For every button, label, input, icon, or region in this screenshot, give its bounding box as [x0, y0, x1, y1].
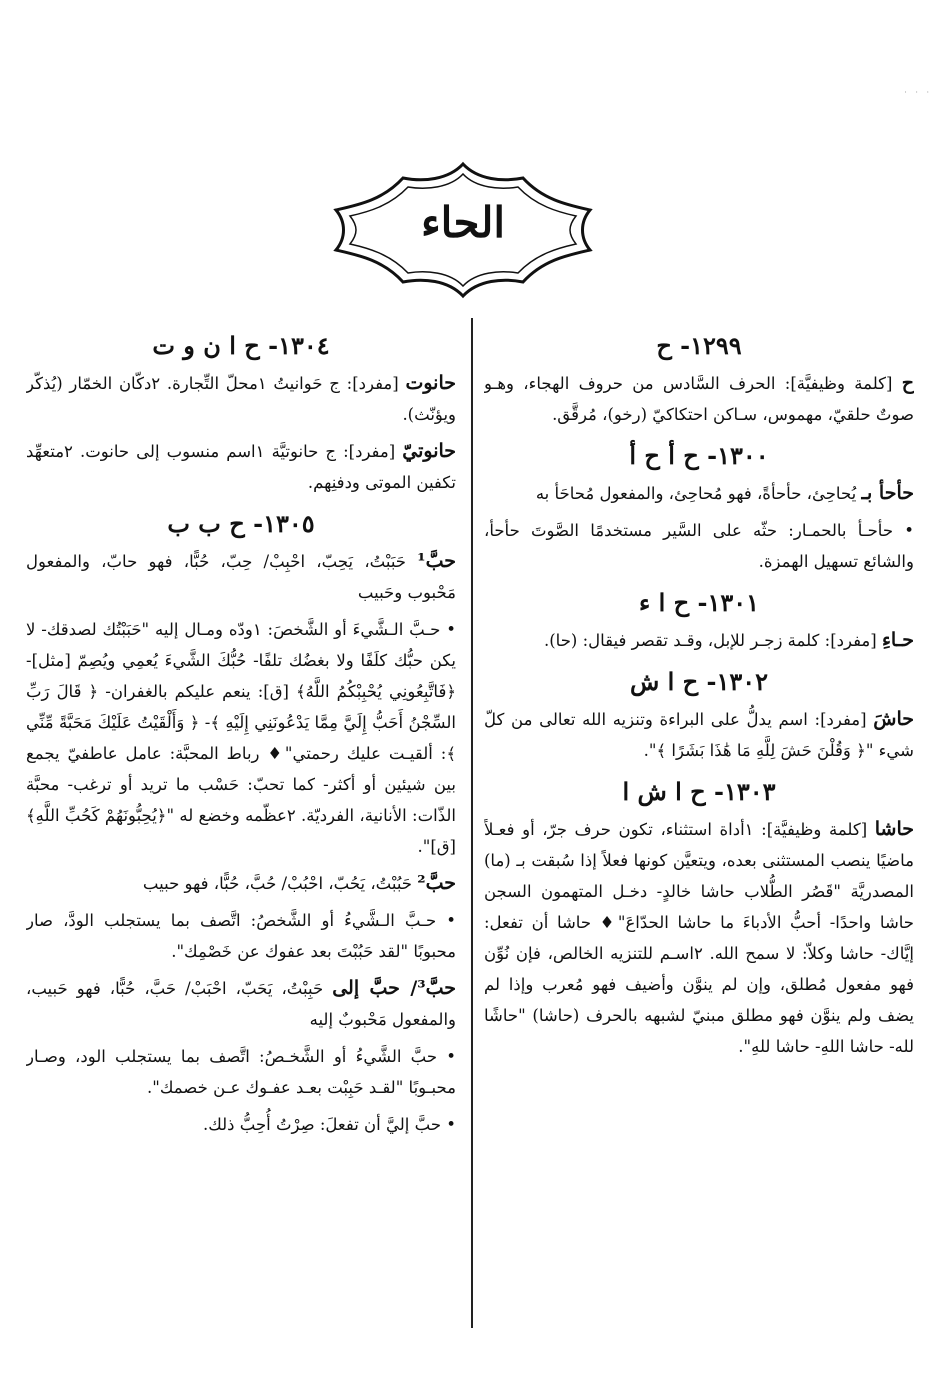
entry-headword: حبَّ³/ حبَّ إلى [332, 977, 456, 999]
dictionary-entry [26, 973, 456, 1035]
dictionary-entry [26, 546, 456, 608]
entry-headword: حبَّ² [417, 872, 456, 894]
entry-headword: ح [901, 372, 914, 394]
entry-headword: حاشا [874, 818, 914, 840]
entry-definition: [مفرد]: كلمة زجـر للإبل، وقـد تقصر فيقال: (حا). [543, 631, 877, 650]
root-heading: ١٣٠٠- ح أ ح أ [629, 441, 769, 470]
root-heading: ١٣٠٤- ح ا ن و ت [152, 331, 330, 360]
letter-cartouche [318, 160, 608, 300]
dictionary-entry [26, 868, 456, 899]
entry-headword: حانوت [405, 372, 456, 394]
entry-definition: يُحاحِئ، حأحأةً، فهو مُحاحِئ، والمفعول مُحاحَأ به [535, 484, 857, 503]
entry-definition: [مفرد]: ج حانوتيَّة ١اسم منسوب إلى حانوت. ٢متعهِّد تكفين الموتى ودفنِهم. [26, 442, 456, 492]
dictionary-entry [26, 436, 456, 498]
entry-definition: • حبَّ إليَّ أن تفعلَ: صِرْتُ أُحِبُّ ذلك. [202, 1115, 456, 1134]
dictionary-entry [26, 1109, 456, 1140]
dictionary-entry [484, 625, 914, 656]
entry-definition: [مفرد]: ج حَوانيتُ ١محلّ التِّجارة. ٢دكّان الخمّار (يُذكّر ويؤنّث). [26, 374, 456, 424]
root-heading: ١٣٠٣- ح ا ش ا [622, 777, 776, 806]
dictionary-entry [484, 704, 914, 766]
entry-definition: [مفرد]: اسم يدلُّ على البراءة وتنزيه الله تعالى من كلّ شيء "﴿ وَقُلْنَ حَشَ لِلَّهِ مَا هَٰذَا بَشَرًا ﴾". [484, 710, 914, 760]
entry-headword: حانوتيّ [402, 440, 456, 462]
dictionary-entry [26, 368, 456, 430]
entry-definition: حَبِبْتُ، يَحَبّ، احْبَبْ/ حَبَّ، حُبًّا، فهو حَبيب، والمفعول مَحْبوبٌ إليه [26, 979, 456, 1029]
entry-definition: • حأحـأ بالحمـار: حثّه على السَّير مستخدمًا الصَّوتَ حأحأ، والشائع تسهيل الهمزة. [484, 521, 914, 571]
letter-title: الحاء [420, 198, 506, 247]
entry-definition: [كلمة وظيفيَّة]: ١أداة استثناء، تكون حرف جرّ، أو فعـلاً ماضيًا ينصب المستثنى بعده، ويتعيَّن كونها فعلاً إذا سُبقت بـ (ما) المصدريَّة "قَصُر الطُّلاب حاشا خالدٍ- دخـل المتهمون السجن حاشا واحدًا- أحبُّ الأدباءَ ما حاشا الحدّاعَ"♦ حاشا أن تفعل: إيَّاك- حاشا وكلاّ: لا سمح الله. ٢اسـم للتنزيه الخالص، فإن نُوِّن فهو مفعول مُطلق، وإن لم ينوَّن وأضيف فهو مُعرب وإذا لم يضف ولم ينوَّن فهو مطلق مبنيّ لشبهه بالحرف (حاشا) "حاشًا لله- حاشا اللهِ- حاشا للهِ". [484, 820, 914, 1056]
left-column [26, 322, 456, 1332]
entry-headword: حاشَ [873, 708, 914, 730]
entry-definition: • حبَّ الشَّيءُ أو الشَّخـصُ: اتَّصف بما يستجلب الود، وصـار محبـوبًا "لقـد حَبِبْت بعـد عفـوك عـن خصمك". [26, 1047, 456, 1097]
entry-headword: حـاءِ [881, 629, 914, 651]
right-column [484, 322, 914, 1332]
root-heading: ١٢٩٩- ح [656, 331, 742, 360]
entry-headword: حبَّ¹ [417, 550, 456, 572]
entry-definition: • حـبَّ الـشَّيءَ أو الشَّخصَ: ١ودّه ومـال إليه "حَبَبْتُك لصدقك- لا يكن حبُّك كلَفًا ولا بغضُك تلفًا- حُبُّكَ الشَّيءَ يُعمِي ويُصِمّ [مثل]- ﴿فَاتَّبِعُونِي يُحْبِبْكُمُ اللَّهُ﴾ [ق]: ينعم عليكم بالغفران- ﴿ قَالَ رَبِّ السِّجْنُ أَحَبُّ إِلَيَّ مِمَّا يَدْعُونَنِي إِلَيْهِ ﴾- ﴿ وَأَلْقَيْتُ عَلَيْكَ مَحَبَّةً مِّنِّي ﴾: ألقيـت عليك رحمتي"♦ رباط المحبَّة: عامل عاطفيّ يجمع بين شيئين أو أكثر- كما تحبّ: حَسْب ما تريد أو ترغب- محبَّة الذّات: الأنانية، الفرديّة. ٢عظّمه وخضع له "﴿يُحِبُّونَهُمْ كَحُبِّ اللَّهِ﴾ [ق]". [26, 620, 456, 856]
dictionary-entry [26, 614, 456, 862]
dictionary-entry [484, 814, 914, 1062]
dictionary-entry [26, 905, 456, 967]
dictionary-entry [26, 1041, 456, 1103]
column-divider [471, 318, 473, 1328]
dictionary-entry [484, 478, 914, 509]
root-heading: ١٣٠٥- ح ب ب [167, 509, 315, 538]
root-heading: ١٣٠١- ح ا ء [638, 588, 760, 617]
entry-headword: حأحأ بـ [861, 482, 914, 504]
entry-definition: • حـبَّ الـشَّيءُ أو الشَّخصُ: اتَّصف بما يستجلب الودَّ، صار محبوبًا "لقد حَبُبْتَ بعد عفوك عن خَصْمِك". [26, 911, 456, 961]
root-heading: ١٣٠٢- ح ا ش [629, 667, 769, 696]
dictionary-entry [484, 368, 914, 430]
scan-mark: · · · [904, 88, 932, 97]
entry-definition: حَبُبْتُ، يَحُبّ، احْبُبْ/ حُبَّ، حُبًّا، فهو حبيب [142, 874, 413, 893]
entry-definition: [كلمة وظيفيَّة]: الحرف السَّادس من حروف الهجاء، وهـو صوتٌ حلقيّ، مهموس، سـاكن احتكاكيّ (رخو)، مُرقَّق. [484, 374, 914, 424]
entry-definition: حَبَبْتُ، يَحِبّ، احْبِبْ/ حِبّ، حُبًّا، فهو حابّ، والمفعول مَحْبوب وحَبيب [26, 552, 456, 602]
dictionary-entry [484, 515, 914, 577]
